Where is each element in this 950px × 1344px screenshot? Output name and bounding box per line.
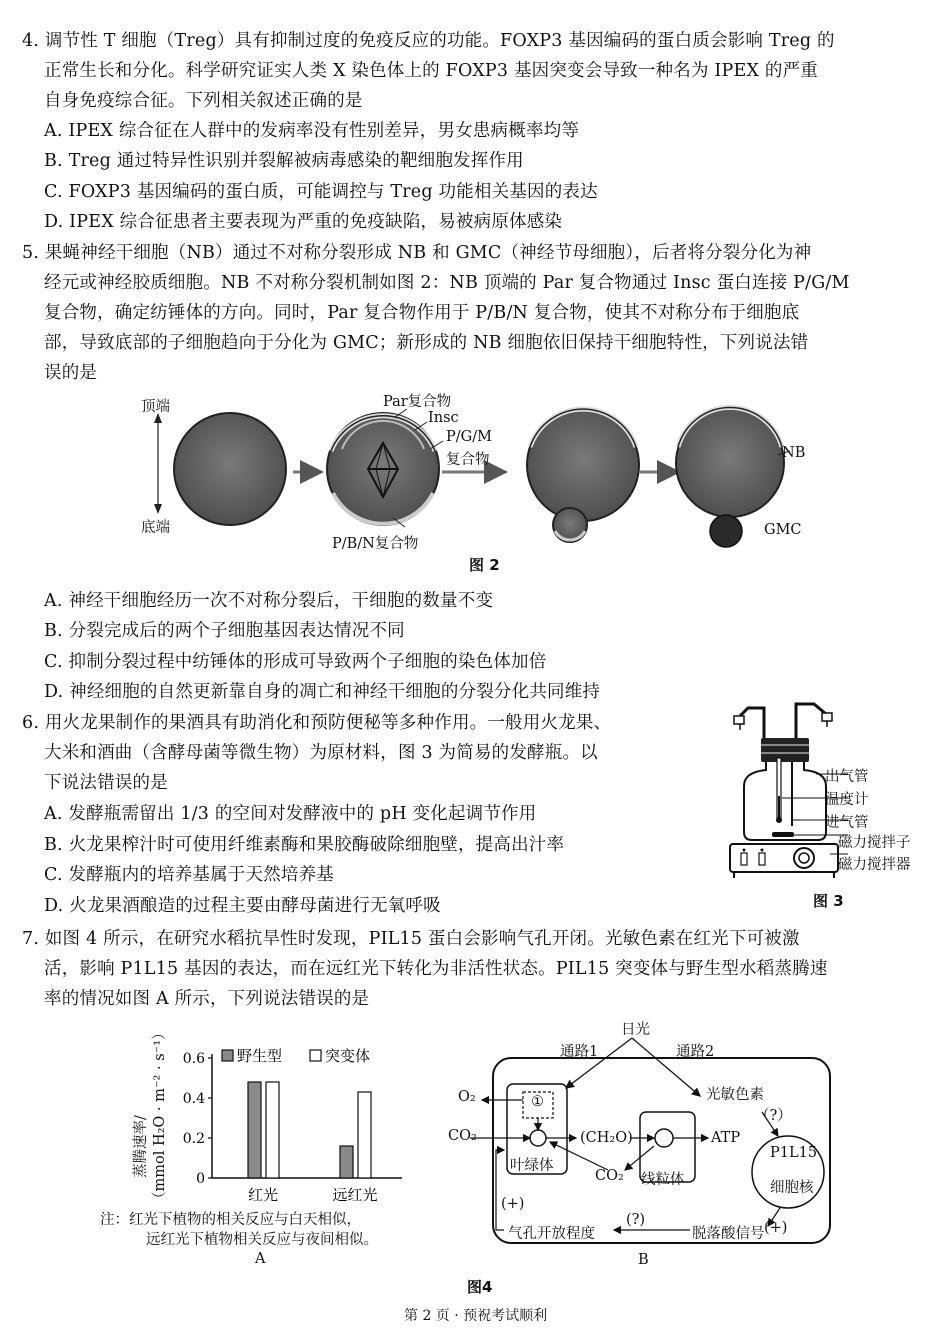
fig2-top-label: 顶端: [141, 399, 170, 415]
q4-stem-line-3: 自身免疫综合征。下列相关叙述正确的是: [44, 91, 363, 111]
bar-wildtype: [340, 1146, 353, 1178]
fig3-stirrer-label: 磁力搅拌器: [838, 857, 911, 873]
chart-note-2: 远红光下植物相关反应与夜间相似。: [146, 1232, 378, 1248]
diag-plus2: (+): [764, 1220, 788, 1236]
diag-co2: CO₂: [448, 1128, 477, 1144]
outlet-tube: [740, 708, 764, 756]
diag-question2: (?): [626, 1212, 646, 1228]
q4-stem-line-2: 正常生长和分化。科学研究证实人类 X 染色体上的 FOXP3 基因突变会导致一种名为 IPEX 的严重: [44, 61, 819, 81]
diag-nucleus: 细胞核: [770, 1180, 814, 1196]
y-tick-label: 0: [196, 1171, 205, 1187]
q6-stem-line-3: 下说法错误的是: [44, 773, 168, 793]
q5-option-b: B. 分裂完成后的两个子细胞基因表达情况不同: [44, 621, 405, 641]
fig4-caption: 图4: [467, 1278, 493, 1296]
fig2-pbn-label: P/B/N复合物: [332, 536, 419, 552]
fig2-gmc-label: GMC: [764, 522, 802, 538]
legend-label: 突变体: [325, 1047, 371, 1065]
legend-swatch: [310, 1050, 321, 1061]
diag-path2: 通路2: [676, 1044, 715, 1060]
q5-stem-line-3: 复合物，确定纺锤体的方向。同时，Par 复合物作用于 P/B/N 复合物，使其不对称分布于细胞底: [44, 303, 800, 323]
bar-mutant: [358, 1092, 371, 1178]
diag-p1l15: P1L15: [770, 1145, 818, 1161]
gmc-cell: [710, 515, 742, 547]
chart-note-1: 注：红光下植物的相关反应与白天相似，: [100, 1212, 361, 1228]
diag-mitochondria: 线粒体: [641, 1172, 685, 1188]
q6-option-d: D. 火龙果酒酿造的过程主要由酵母菌进行无氧呼吸: [44, 896, 441, 916]
chart-ylabel-1: 蒸腾速率/: [133, 1115, 149, 1178]
q6-option-b: B. 火龙果榨汁时可使用纤维素酶和果胶酶破除细胞壁，提高出汁率: [44, 835, 565, 855]
x-tick-label: 红光: [247, 1186, 279, 1204]
q5-option-d: D. 神经细胞的自然更新靠自身的凋亡和神经干细胞的分裂分化共同维持: [44, 682, 601, 702]
q6-option-c: C. 发酵瓶内的培养基属于天然培养基: [44, 865, 334, 885]
q7-stem-line-1: 7. 如图 4 所示，在研究水稻抗旱性时发现，PIL15 蛋白会影响气孔开闭。光敏色素在红光下可被激: [22, 929, 800, 949]
q6-stem-line-1: 6. 用火龙果制作的果酒具有助消化和预防便秘等多种作用。一般用火龙果、: [22, 713, 612, 733]
fig2-bottom-label: 底端: [141, 520, 170, 536]
diag-sunlight: 日光: [621, 1022, 650, 1038]
q5-option-a: A. 神经干细胞经历一次不对称分裂后，干细胞的数量不变: [44, 591, 494, 611]
diag-aba: 脱落酸信号: [692, 1226, 765, 1242]
q5-stem-line-2: 经元或神经胶质细胞。NB 不对称分裂机制如图 2：NB 顶端的 Par 复合物通过 Insc 蛋白连接 P/G/M: [44, 273, 850, 293]
q5-stem-line-5: 误的是: [44, 363, 98, 383]
q6-stem-line-2: 大米和酒曲（含酵母菌等微生物）为原材料，图 3 为简易的发酵瓶。以: [44, 743, 598, 763]
fig3-inlet-label: 进气管: [825, 815, 869, 831]
diag-panel-label: B: [638, 1252, 649, 1268]
q7-stem-line-2: 活，影响 P1L15 基因的表达，而在远红光下转化为非活性状态。PIL15 突变体与野生型水稻蒸腾速: [44, 959, 828, 979]
figure-3-fermentation-bottle: [726, 686, 848, 886]
bar-wildtype: [248, 1082, 261, 1178]
y-tick-label: 0.2: [182, 1131, 205, 1147]
fig3-stirbar-label: 磁力搅拌子: [838, 835, 911, 851]
q7-stem-line-3: 率的情况如图 A 所示，下列说法错误的是: [44, 989, 370, 1009]
diag-ch2o: (CH₂O): [580, 1130, 633, 1146]
q5-option-c: C. 抑制分裂过程中纺锤体的形成可导致两个子细胞的染色体加倍: [44, 652, 547, 672]
fig2-pgm-label: P/G/M: [446, 429, 492, 445]
stopper: [761, 738, 809, 762]
cell-1: [174, 413, 286, 525]
diag-plus1: (+): [501, 1196, 525, 1212]
y-tick-label: 0.4: [182, 1091, 205, 1107]
legend-swatch: [222, 1050, 233, 1061]
bar-mutant: [266, 1082, 279, 1178]
y-tick-label: 0.6: [182, 1051, 205, 1067]
q6-option-a: A. 发酵瓶需留出 1/3 的空间对发酵液中的 pH 变化起调节作用: [44, 804, 537, 824]
diag-chloroplast: 叶绿体: [510, 1158, 554, 1174]
legend-label: 野生型: [237, 1047, 283, 1065]
page-footer: 第 2 页 · 预祝考试顺利: [404, 1308, 548, 1324]
fig3-caption: 图 3: [813, 892, 844, 910]
chart-panel-label: A: [255, 1251, 266, 1267]
fig3-thermometer-label: 温度计: [825, 792, 869, 808]
q4-option-b: B. Treg 通过特异性识别并裂解被病毒感染的靶细胞发挥作用: [44, 151, 524, 171]
chart-ylabel-2: （mmol H₂O · m⁻² · s⁻¹）: [152, 1025, 168, 1206]
fig2-pgm-label-2: 复合物: [446, 452, 490, 468]
diag-atp: ATP: [711, 1130, 741, 1146]
q4-option-a: A. IPEX 综合征在人群中的发病率没有性别差异，男女患病概率均等: [44, 121, 580, 141]
q4-stem-line-1: 4. 调节性 T 细胞（Treg）具有抑制过度的免疫反应的功能。FOXP3 基因编码的蛋白质会影响 Treg 的: [22, 31, 835, 51]
fig2-caption: 图 2: [469, 556, 500, 574]
q4-option-c: C. FOXP3 基因编码的蛋白质，可能调控与 Treg 功能相关基因的表达: [44, 182, 598, 202]
diag-phytochrome: 光敏色素: [706, 1087, 764, 1103]
diag-path1: 通路1: [560, 1044, 599, 1060]
q4-option-d: D. IPEX 综合征患者主要表现为严重的免疫缺陷，易被病原体感染: [44, 212, 563, 232]
diag-stomata: 气孔开放程度: [508, 1226, 595, 1242]
q5-stem-line-1: 5. 果蝇神经干细胞（NB）通过不对称分裂形成 NB 和 GMC（神经节母细胞），后者将分裂分化为神: [22, 243, 812, 263]
figure-2-cell-division-diagram: [130, 385, 830, 580]
stir-bar: [772, 832, 794, 837]
fig3-outlet-label: 出气管: [825, 769, 869, 785]
diag-circle1: ①: [531, 1094, 544, 1110]
fig2-par-label: Par复合物: [383, 394, 452, 410]
bottle: [744, 762, 826, 840]
x-tick-label: 远红光: [332, 1186, 378, 1204]
diag-co2-2: CO₂: [595, 1168, 624, 1184]
q5-stem-line-4: 部，导致底部的子细胞趋向于分化为 GMC；新形成的 NB 细胞依旧保持干细胞特性，下列说法错: [44, 333, 809, 353]
fig2-insc-label: Insc: [428, 410, 459, 426]
diag-o2: O₂: [458, 1089, 476, 1105]
fig2-nb-label: NB: [782, 445, 806, 461]
diag-question1: （?）: [755, 1108, 792, 1124]
